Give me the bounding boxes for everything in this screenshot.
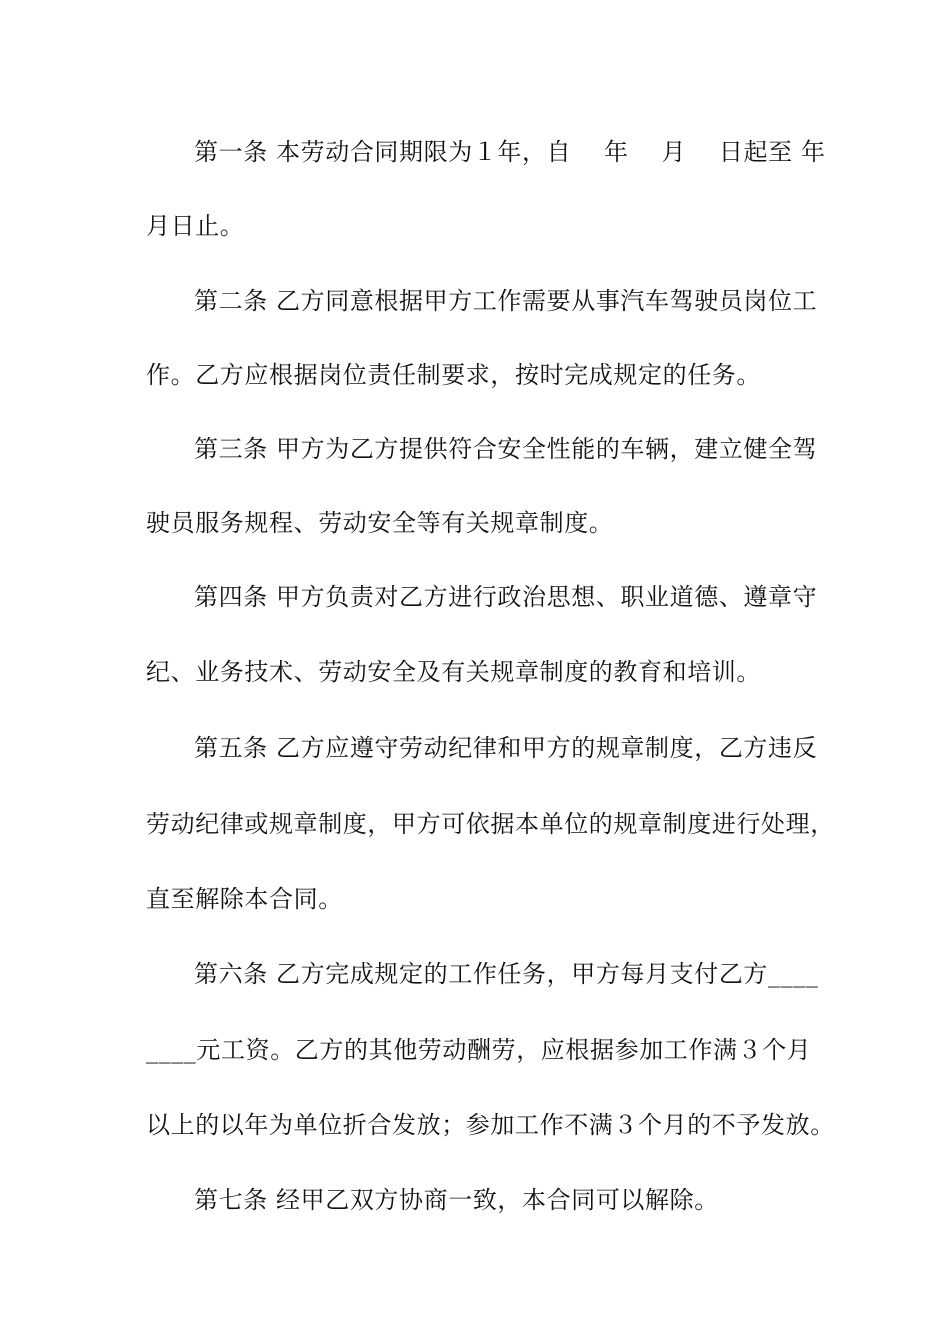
- article-6-line-1: 第六条 乙方完成规定的工作任务，甲方每月支付乙方____: [194, 960, 819, 988]
- article-2-line-2: 作。乙方应根据岗位责任制要求，按时完成规定的任务。: [146, 361, 761, 389]
- article-6-line-3: 以上的以年为单位折合发放；参加工作不满３个月的不予发放。: [146, 1111, 835, 1139]
- article-3-line-2: 驶员服务规程、劳动安全等有关规章制度。: [146, 509, 614, 537]
- article-7-line-1: 第七条 经甲乙双方协商一致，本合同可以解除。: [194, 1186, 719, 1214]
- article-4-line-2: 纪、业务技术、劳动安全及有关规章制度的教育和培训。: [146, 658, 761, 686]
- article-1-line-1: 第一条 本劳动合同期限为１年，自 年 月 日起至 年: [194, 138, 826, 166]
- article-5-line-3: 直至解除本合同。: [146, 885, 343, 913]
- article-5-line-2: 劳动纪律或规章制度，甲方可依据本单位的规章制度进行处理，: [146, 810, 835, 838]
- article-3-line-1: 第三条 甲方为乙方提供符合安全性能的车辆，建立健全驾: [194, 435, 818, 463]
- article-4-line-1: 第四条 甲方负责对乙方进行政治思想、职业道德、遵章守: [194, 583, 818, 611]
- article-2-line-1: 第二条 乙方同意根据甲方工作需要从事汽车驾驶员岗位工: [194, 287, 818, 315]
- article-6-line-2: ____元工资。乙方的其他劳动酬劳，应根据参加工作满３个月: [146, 1036, 812, 1064]
- article-5-line-1: 第五条 乙方应遵守劳动纪律和甲方的规章制度，乙方违反: [194, 734, 818, 762]
- article-1-line-2: 月日止。: [146, 212, 245, 240]
